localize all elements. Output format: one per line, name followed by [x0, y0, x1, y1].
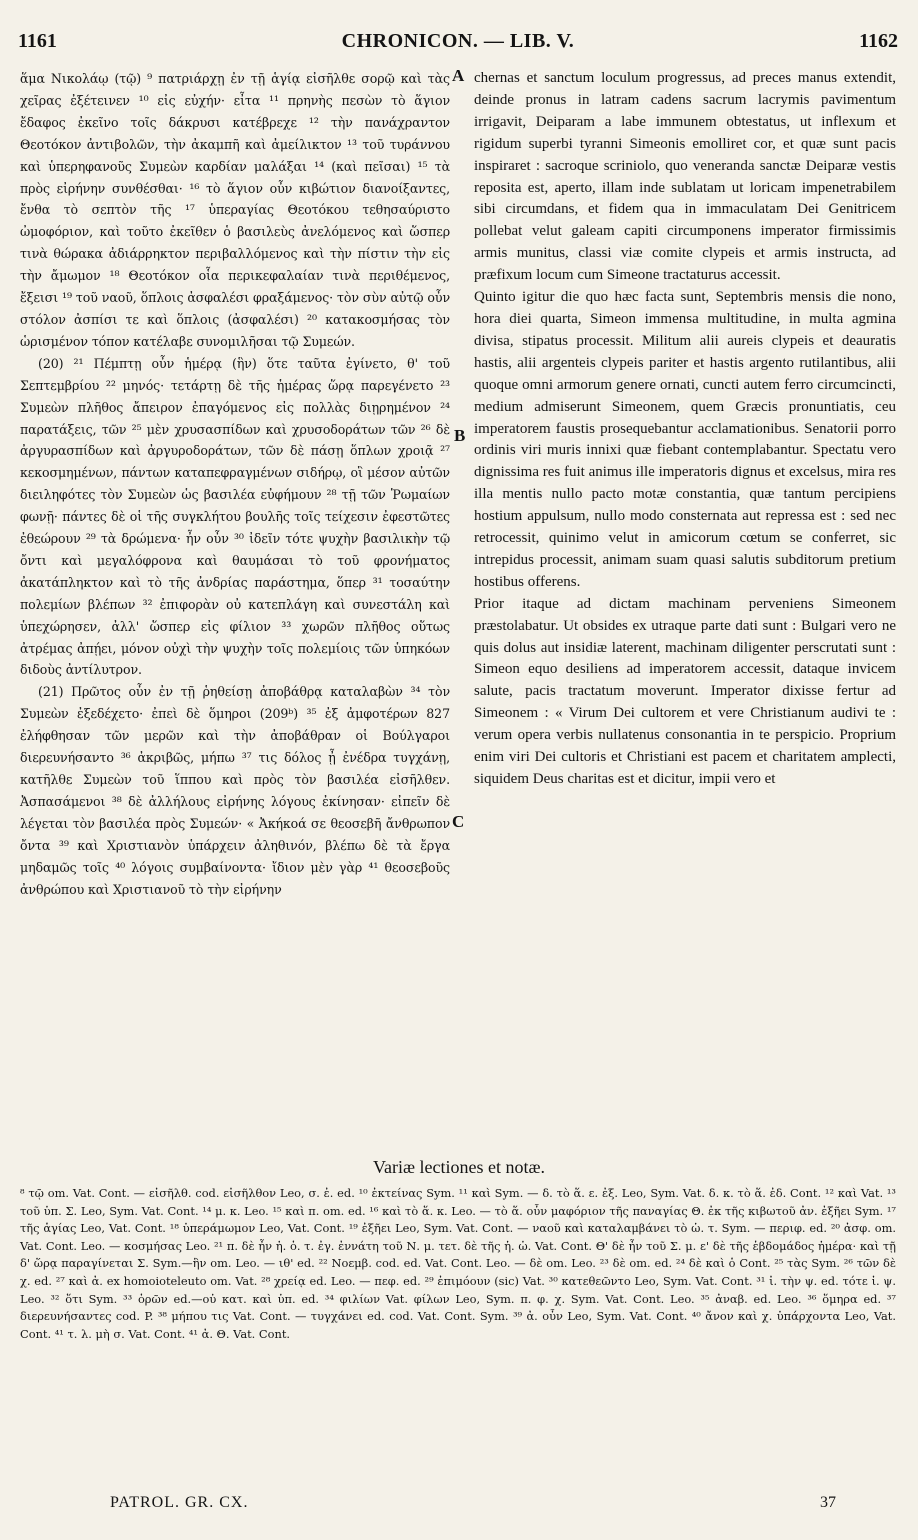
section-marker-b: B	[454, 426, 466, 445]
page-number-right: 1162	[859, 30, 898, 52]
section-marker-a: A	[452, 66, 465, 85]
greek-paragraph: (21) Πρῶτος οὖν ἐν τῇ ῥηθείσῃ ἀποβάθρᾳ καταλαβὼν ³⁴ τὸν Συμεὼν ἐξεδέχετο· ἐπεὶ δὲ ὅμηροι (209ᵇ) ³⁵ ἐξ ἀμφοτέρων 827 ἐλήφθησαν τῶν μερῶν καὶ τὴν ἀποβάθραν οἱ Βούλγαροι διερευνήσαντο ³⁶ ἀκριβῶς, μήπω ³⁷ τις δόλος ᾖ ἐνέδρα τυγχάνῃ, κατῆλθε Συμεὼν τοῦ ἵππου καὶ πρὸς τὸν βασιλέα εἰσῆλθεν. Ἀσπασάμενοι ³⁸ δὲ ἀλλήλους εἰρήνης λόγους ἐκίνησαν· εἰπεῖν δὲ λέγεται τὸν βασιλέα πρὸς Συμεών· « Ἀκήκοά σε θεοσεβῆ ἄνθρωπον ὄντα ³⁹ καὶ Χριστιανὸν ὑπάρχειν ἀληθινόν, βλέπω δὲ τὰ ἔργα μηδαμῶς τοῖς ⁴⁰ λόγοις συμβαίνοντα· ἴδιον μὲν γὰρ ⁴¹ θεοσεβοῦς ἀνθρώπου καὶ Χριστιανοῦ τὸ τὴν εἰρήνην	[20, 684, 450, 897]
variant-notes: ⁸ τῷ om. Vat. Cont. — εἰσῆλθ. cod. εἰσῆλθον Leo, σ. ἐ. ed. ¹⁰ ἐκτείνας Sym. ¹¹ καὶ Sym. — δ. τὸ ἅ. ε. ἐξ. Leo, Sym. Vat. δ. κ. τὸ ἅ. ἐδ. Cont. ¹² καὶ Vat. ¹³ τοῦ ὑπ. Σ. Leo, Sym. Vat. Cont. ¹⁴ μ. κ. Leo. ¹⁵ καὶ π. om. ed. ¹⁶ καὶ τὸ ἅ. κ. Leo. — τὸ ἅ. οὖν μαφόριον τῆς παναγίας Θ. ἐκ τῆς κιβωτοῦ ἀν. ἐξῆει Sym. ¹⁷ τῆς ἁγίας Leo, Vat. Cont. ¹⁸ ὑπεράμωμον Leo, Vat. Cont. ¹⁹ ἐξῆει Leo, Sym. Vat. Cont. — ναοῦ καὶ καταλαμβάνει τὸ ὡ. τ. Sym. — περιφ. ed. ²⁰ ἀσφ. om. Vat. Cont. Leo. — κοσμήσας Leo. ²¹ π. δὲ ἦν ἡ. ὁ. τ. ἐγ. ἐννάτη τοῦ Ν. μ. τετ. δὲ τῆς ἡ. ὡ. Vat. Cont. Θ' δὲ ἦν τοῦ Σ. μ. ε' δὲ τῆς ἑβδομάδος ἡμέρα· καὶ τῇ δ' ὥρᾳ παραγίνεται Σ. Sym.—ἣν om. Leo. — ιθ' ed. ²² Νοεμβ. cod. ed. Vat. Cont. Leo. — δὲ om. Leo. ²³ δὲ om. ed. ²⁴ δὲ καὶ ὁ Cont. ²⁵ τὰς Sym. ²⁶ τῶν δὲ χ. ed. ²⁷ καὶ ἀ. ex homoioteleuto om. Vat. ²⁸ χρείᾳ ed. Leo. — πεφ. ed. ²⁹ ἐπιμόουν (sic) Vat. ³⁰ κατεθεῶντο Leo, Sym. Vat. Cont. ³¹ ἰ. τὴν ψ. ed. τότε ἰ. ψ. Leo. ³² ὅτι Sym. ³³ ὁρῶν ed.—οὐ κατ. καὶ ὑπ. ed. ³⁴ φιλίων Vat. φίλων Leo, Sym. π. φ. χ. Sym. Vat. Cont. Leo. ³⁵ ἀναβ. ed. Leo. ³⁶ ὅμηρα ed. ³⁷ διερευνήσαντες cod. P. ³⁸ μήπου τις Vat. Cont. — τυγχάνει ed. cod. Vat. Cont. Sym. ³⁹ ἀ. οὖν Leo, Sym. Vat. Cont. ⁴⁰ ἄνον καὶ χ. ὑπάρχοντα Leo, Vat. Cont. ⁴¹ τ. λ. μὴ σ. Vat. Cont. ⁴¹ ἀ. Θ. Vat. Cont.	[20, 1186, 896, 1341]
page-footer	[20, 1494, 896, 1518]
section-marker-c: C	[452, 812, 465, 831]
page-number-left: 1161	[18, 30, 57, 52]
footer-series: PATROL. GR. CX.	[110, 1494, 249, 1511]
latin-paragraph: chernas et sanctum loculum progressus, ad preces manus extendit, deinde pronus in latram cadens sacrum lacrymis pavimentum irrigavit, Deiparam a labe immunem obtestatus, ut inflexum et rigidum superbi tyranni Simeonis emolliret cor, et quæ sunt pacis inspiraret : sacroque scriniolo, quo veneranda sanctæ Deiparæ vestis reposita est, aperto, illam inde sublatam ut loricam impenetrabilem sibi circumdans, et fidem qua in immaculatam Dei Genitricem pollebat velut galeam capiti circumponens imperator firmissimis armis munitus, classi viæ comite clypeis et armis instructa, ad præfixum locum cum Simeone tractaturus accessit.	[474, 70, 896, 284]
greek-paragraph: ἅμα Νικολάῳ (τῷ) ⁹ πατριάρχῃ ἐν τῇ ἁγίᾳ εἰσῆλθε σορῷ καὶ τὰς χεῖρας ἐξέτεινεν ¹⁰ εἰς εὐχήν· εἶτα ¹¹ πρηνὴς πεσὼν τὸ ἅγιον ἔδαφος ἐκεῖνο τοῖς δάκρυσι κατέβρεχε ¹² τὴν πανάχραντον Θεοτόκον ἀντιβολῶν, τὴν ἀκαμπῆ καὶ ἀμείλικτον ¹³ τοῦ τυράννου καὶ ὑπερηφανοῦς Συμεὼν καρδίαν μαλάξαι ¹⁴ (καὶ πεῖσαι) ¹⁵ τὰ πρὸς εἰρήνην συνθέσθαι· ¹⁶ τὸ ἅγιον οὖν κιβώτιον διανοίξαντες, ἔνθα τὸ σεπτὸν τῆς ¹⁷ ὑπεραγίας Θεοτόκου τεθησαύριστο ὠμοφόριον, καὶ τοῦτο ἐκεῖθεν ὁ βασιλεὺς ἀνελόμενος καὶ ὥσπερ τινὰ θώρακα ἀδιάρρηκτον περιβαλλόμενος καὶ τὴν πίστιν τὴν εἰς τὴν ἄμωμον ¹⁸ Θεοτόκον οἷα περικεφαλαίαν τινὰ περιθέμενος, ἔξεισι ¹⁹ τοῦ ναοῦ, ὅπλοις ἀσφαλέσι φραξάμενος· τὸν σὺν αὐτῷ οὖν στόλον ἀσπίσι τε καὶ ὅπλοις (ἀσφαλέσι) ²⁰ κατακοσμήσας τὸν ὡρισμένον τόπον κατέλαβε συνομιλῆσαι τῷ Συμεών.	[20, 71, 450, 349]
latin-paragraph: Quinto igitur die quo hæc facta sunt, Septembris mensis die nono, hora diei quarta, Simeon immensa multitudine, in multa agmina divisa, stipatus processit. Militum alii aureis clypeis et deauratis hastis, alii argenteis clypeis pariter et hastis argento rutilantibus, alii quoque omni armorum genere ornati, cuncti autem ferro circumcincti, medium admiserunt Simeonem, quem Græcis pronuntiatis, ceu imperatorem faustis prosequebantur acclamationibus. Senatorii porro ordinis viri muris innixi quæ fiebant contemplabantur. Spectatu vero dignissima res fuit animus ille imperatoris dignus et excelsus, mira res illa mentis nullo pacto motæ constantia, quæ tantum percipiens hostium appulsum, nullo modo consternata aut repressa est : sed nec retrocessit, quinimo velut in amicorum cœtum se conferret, sic intrepidus processit, animam suam quasi salutis subditorum pretium hostibus offerens.	[474, 289, 896, 590]
latin-text-column	[474, 68, 896, 791]
footer-signature: 37	[820, 1494, 836, 1511]
notes-title: Variæ lectiones et notæ.	[373, 1157, 545, 1177]
running-title: CHRONICON. — LIB. V.	[341, 30, 575, 52]
greek-text-column	[20, 68, 450, 900]
latin-paragraph: Prior itaque ad dictam machinam perveniens Simeonem præstolabatur. Ut obsides ex utraque parte dati sunt : Bulgari vero ne quis dolus aut insidiæ laterent, machinam diligenter perscrutati sunt : Simeon equo desiliens ad imperatorem accessit, dataque invicem salute, pacis tractatum moverunt. Imperator dixisse fertur ad Simeonem : « Virum Dei cultorem et vere Christianum audivi te : verum opera verbis nullatenus consonantia in te perspicio. Proprium enim viri Dei cultoris et Christiani est pacem et charitatem amplecti, siquidem Deus charitas est et dicitur, impii vero et	[474, 595, 896, 787]
greek-paragraph: (20) ²¹ Πέμπτῃ οὖν ἡμέρᾳ (ἣν) ὅτε ταῦτα ἐγίνετο, θ' τοῦ Σεπτεμβρίου ²² μηνός· τετάρτῃ δὲ τῆς ἡμέρας ὥρᾳ παρεγένετο ²³ Συμεὼν πλῆθος ἄπειρον ἐπαγόμενος εἰς πολλὰς διῃρημένον ²⁴ παρατάξεις, τῶν ²⁵ μὲν χρυσασπίδων καὶ χρυσοδοράτων τῶν ²⁶ δὲ ἀργυρασπίδων καὶ ἀργυροδοράτων, τῶν δὲ πάσῃ ὅπλων χροιᾷ ²⁷ κεκοσμημένων, πάντων καταπεφραγμένων σιδήρῳ, οἳ μέσον αὐτῶν διειληφότες τὸν Συμεὼν ὡς βασιλέα εὐφήμουν ²⁸ τῇ τῶν Ῥωμαίων φωνῇ· πάντες δὲ οἱ τῆς συγκλήτου βουλῆς τοῖς τείχεσιν ἐφεστῶτες ἐθεώρουν ²⁹ τὰ δρώμενα· ἦν οὖν ³⁰ ἰδεῖν τότε ψυχὴν βασιλικὴν τῷ ὄντι καὶ μεγαλόφρονα καὶ θαυμάσαι τὸ τοῦ φρονήματος ἀκατάπληκτον καὶ τὸ τῆς ἀνδρίας παράστημα, ὅπερ ³¹ τοσαύτην πολεμίων βλέπων ³² ἐπιφορὰν οὐ κατεπλάγη καὶ συνεστάλη καὶ ὑπεχώρησεν, ἀλλ' ὥσπερ εἰς φίλιον ³³ χωρῶν πλῆθος οὕτως ἀτρέμας ἀπῄει, μόνον οὐχὶ τὴν ψυχὴν τοῖς πολεμίοις τῶν ὑπηκόων διδοὺς ἀντίλυτρον.	[20, 355, 450, 678]
page-header	[18, 30, 898, 60]
